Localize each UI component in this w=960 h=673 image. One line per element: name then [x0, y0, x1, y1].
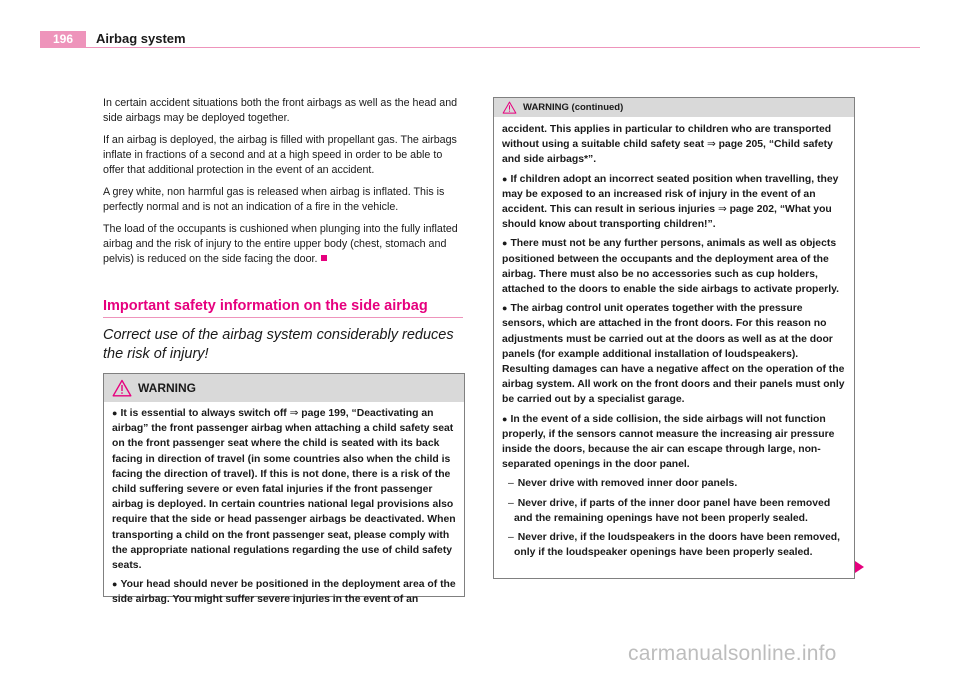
- bullet-icon: ●: [502, 413, 508, 424]
- bullet-icon: ●: [112, 579, 118, 590]
- warning-body: [494, 117, 854, 560]
- section-subtitle: Correct use of the airbag system considerably reduces the risk of injury!: [103, 327, 454, 362]
- warning-triangle-icon: [112, 379, 132, 397]
- section-rule: [103, 317, 463, 318]
- continued-arrow-icon: [855, 561, 864, 573]
- intro-paragraph-text: The load of the occupants is cushioned when plunging into the fully inflated airbag and the risk of injury to the entire upper body (chest, stomach and pelvis) is reduced on the side facing the door.: [103, 223, 458, 265]
- warning-item-text: In the event of a side collision, the side airbags will not function properly, if the sensors cannot measure the increasing air pressure inside the doors, because the air can escape through large, non-separated openings in the door panel.: [502, 413, 835, 471]
- end-of-section-icon: [321, 255, 327, 261]
- bullet-icon: ●: [502, 238, 508, 249]
- warning-header: [494, 98, 854, 117]
- warning-item-text: It is essential to always switch off: [120, 408, 290, 419]
- intro-text: [103, 96, 465, 274]
- warning-item: [502, 301, 846, 407]
- warning-item-text: The airbag control unit operates together with the pressure sensors, which are attached in the front doors. For this reason no adjustments must be carried out at the doors as well as at the door panels (for example additional installation of loudspeakers). Resulting damages can have a negative affect on the operation of the airbag system. All work on the front doors and their panels must only be carried out by a specialist garage.: [502, 303, 845, 406]
- cross-ref-arrow-icon: ⇒: [706, 139, 716, 151]
- warning-sub-item: [502, 476, 846, 491]
- warning-sub-item-text: Never drive, if the loudspeakers in the doors have been removed, only if the loudspeaker openings have been properly sealed.: [514, 532, 840, 559]
- section-title: Important safety information on the side airbag: [103, 298, 428, 314]
- warning-item-text: page 199, “Deactivating an airbag” the front passenger airbag when attaching a child safety seat on the front passenger seat where the child is seated with its back facing in direction of travel (in some countries also when the child is facing the direction of travel). If this is not done, there is a risk of the child suffering severe or even fatal injuries if the front passenger airbag is deployed. In certain countries national legal provisions also require that the side or head passenger airbags be deactivated. When transporting a child on the front passenger seat, please comply with the appropriate national regulations regarding the use of child safety seats.: [112, 408, 456, 572]
- intro-paragraph: A grey white, non harmful gas is released when airbag is inflated. This is perfectly normal and is not an indication of a fire in the vehicle.: [103, 186, 445, 213]
- bullet-icon: ●: [112, 408, 118, 418]
- page-number: 196: [40, 31, 86, 47]
- warning-heading: WARNING (continued): [523, 102, 624, 113]
- warning-sub-item-text: Never drive with removed inner door panels.: [517, 478, 738, 490]
- intro-paragraph: If an airbag is deployed, the airbag is filled with propellant gas. The airbags inflate in fractions of a second and at a high speed in order to be able to offer that additional protection in the event of an accident.: [103, 134, 457, 176]
- warning-box-continued: [493, 97, 855, 579]
- intro-paragraph: In certain accident situations both the front airbags as well as the head and side airbags may be deployed together.: [103, 97, 458, 124]
- dash-icon: –: [508, 478, 514, 490]
- warning-item-text: Your head should never be positioned in the deployment area of the side airbag. You might suffer severe injuries in the event of an: [112, 579, 456, 606]
- cross-ref-arrow-icon: ⇒: [289, 408, 299, 419]
- warning-triangle-icon: [502, 101, 517, 114]
- intro-paragraph: [103, 222, 465, 267]
- warning-item-text: page 202, “What you should know about transporting children!”.: [502, 204, 832, 231]
- dash-icon: –: [508, 532, 514, 544]
- warning-item-text: If children adopt an incorrect seated position when travelling, they may be exposed to an increased risk of injury in the event of an accident. This can result in serious injuries: [502, 173, 839, 216]
- bullet-icon: ●: [502, 173, 508, 184]
- bullet-icon: ●: [502, 303, 508, 314]
- warning-item: [502, 172, 846, 233]
- warning-item-text: accident. This applies in particular to children who are transported without using a suitable child safety seat: [502, 124, 832, 151]
- warning-heading: WARNING: [138, 381, 196, 395]
- warning-sub-item-text: Never drive, if parts of the inner door panel have been removed and the remaining openings have not been properly sealed.: [514, 497, 831, 524]
- warning-sub-item: [502, 530, 846, 560]
- warning-item: [502, 236, 846, 297]
- warning-header: [104, 374, 464, 402]
- warning-item-text: page 205, “Child safety and side airbags*”.: [502, 139, 833, 166]
- warning-item: [112, 577, 456, 607]
- watermark: carmanualsonline.info: [628, 642, 837, 665]
- warning-item: [502, 412, 846, 473]
- dash-icon: –: [508, 497, 514, 509]
- warning-sub-item: [502, 496, 846, 526]
- header-rule: [40, 47, 920, 48]
- warning-item-text: There must not be any further persons, animals as well as objects positioned between the occupants and the deployment area of the airbag. There must also be no accessories such as cup holders, attached to the doors to enable the side airbags to activate properly.: [502, 238, 839, 296]
- cross-ref-arrow-icon: ⇒: [717, 204, 727, 216]
- warning-item: [502, 122, 846, 168]
- warning-box: [103, 373, 465, 606]
- warning-item: [112, 406, 456, 573]
- running-header-title: Airbag system: [96, 31, 186, 46]
- warning-body: [104, 402, 464, 608]
